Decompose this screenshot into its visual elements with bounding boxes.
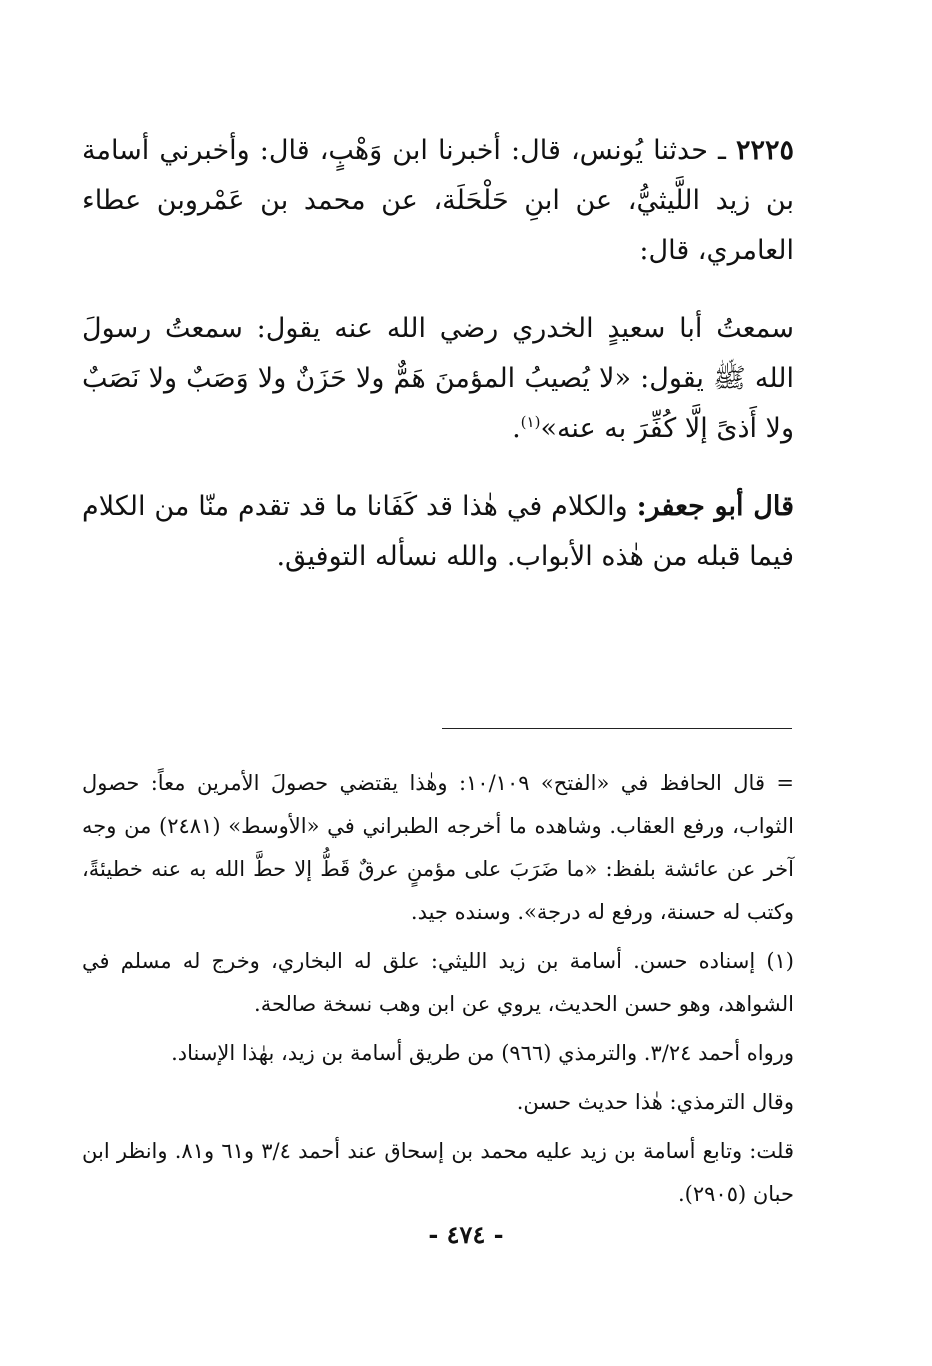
footnote-1-mutaba: قلت: وتابع أسامة بن زيد عليه محمد بن إسحاق عند أحمد ٣/٤ و٦١ و٨١. وانظر ابن حبان (٢٩٠٥). [82, 1139, 794, 1206]
main-text [82, 126, 794, 610]
footnote-marker: (١) [520, 413, 541, 431]
footnote-1-tirmidhi: وقال الترمذي: هٰذا حديث حسن. [516, 1090, 794, 1114]
hadith-number: ٢٢٢٥ [735, 135, 794, 166]
footnote-separator [442, 728, 792, 729]
page-number: - ٤٧٤ - [428, 1220, 504, 1249]
matn-end: . [512, 413, 521, 444]
footnote-1-sources: ورواه أحمد ٣/٢٤. والترمذي (٩٦٦) من طريق أسامة بن زيد، بهٰذا الإسناد. [171, 1041, 794, 1065]
footnotes [82, 762, 794, 1222]
isnad-text: ـ حدثنا يُونس، قال: أخبرنا ابن وَهْبٍ، قال: وأخبرني أسامة بن زيد اللَّيثيُّ، عن ابنِ حَلْحَلَة، عن محمد بن عَمْروبن عطاء العامري، قال: [82, 135, 794, 266]
commentary-text: والكلام في هٰذا قد كَفَانا ما قد تقدم منّا من الكلام فيما قبله من هٰذه الأبواب. والله نسأله التوفيق. [82, 491, 794, 572]
matn-text: سمعتُ أبا سعيدٍ الخدري رضي الله عنه يقول: سمعتُ رسولَ الله ﷺ يقول: «لا يُصيبُ المؤمنَ هَمٌّ ولا حَزَنٌ ولا وَصَبٌ ولا نَصَبٌ ولا أَذىً إلَّا كُفِّرَ به عنه» [82, 313, 794, 444]
footnote-continuation: = قال الحافظ في «الفتح» ١٠/١٠٩: وهٰذا يقتضي حصولَ الأمرين معاً: حصول الثواب، ورفع العقاب. وشاهده ما أخرجه الطبراني في «الأوسط» (٢٤٨١) من وجه آخر عن عائشة بلفظ: «ما ضَرَبَ على مؤمنٍ عرقٌ قَطُّ إلا حطَّ الله به عنه خطيئةً، وكتب له حسنة، ورفع له درجة». وسنده جيد. [82, 771, 794, 924]
commentary-paragraph [82, 482, 794, 582]
footnote-1: (١) إسناده حسن. أسامة بن زيد الليثي: علق له البخاري، وخرج له مسلم في الشواهد، وهو حسن الحديث، يروي عن ابن وهب نسخة صالحة. [82, 949, 794, 1016]
matn-paragraph [82, 304, 794, 454]
hadith-paragraph [82, 126, 794, 276]
commentary-speaker: قال أبو جعفر: [636, 491, 794, 522]
